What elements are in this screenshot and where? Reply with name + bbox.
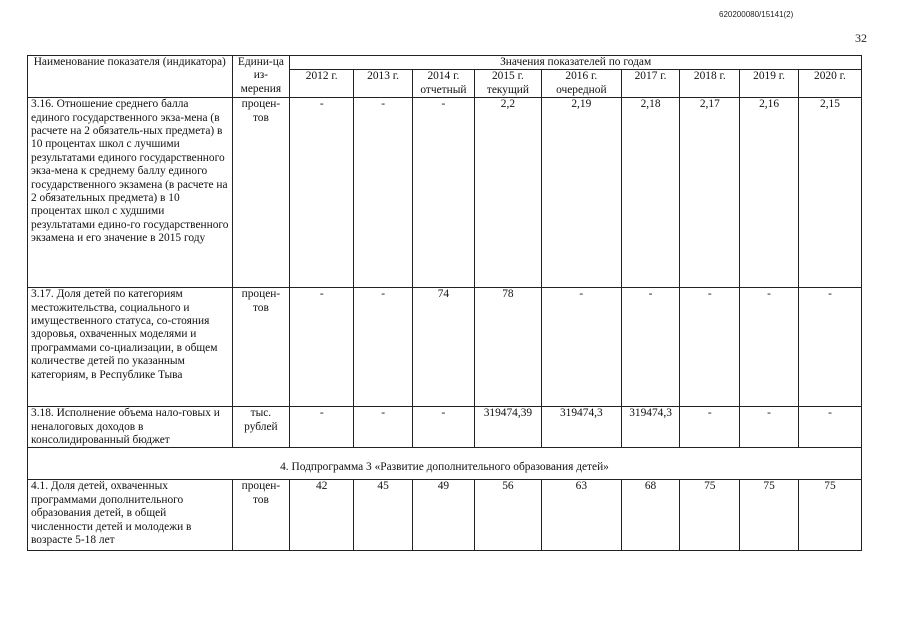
header-unit: Едини-ца из-мерения	[232, 56, 290, 98]
header-year	[740, 70, 799, 98]
year-label: 2015 г.	[491, 70, 524, 83]
header-year	[354, 70, 413, 98]
value-cell: 2,18	[621, 98, 680, 288]
value-cell: 319474,3	[541, 407, 621, 448]
year-label: 2018 г.	[693, 70, 726, 83]
header-year	[621, 70, 680, 98]
indicator-name: 3.17. Доля детей по категориям местожительства, социального и имущественного статуса, со-стояния здоровья, охваченных моделями и программами со-циализации, в общем количестве детей по указанным категориям, в Республике Тыва	[28, 288, 233, 407]
value-cell: 2,16	[740, 98, 799, 288]
header-row-1	[28, 56, 862, 70]
year-note: очередной	[556, 83, 607, 96]
value-cell: 75	[798, 480, 861, 551]
indicator-unit: процен-тов	[232, 288, 290, 407]
value-cell: 56	[474, 480, 541, 551]
document-id: 620200080/15141(2)	[719, 10, 794, 19]
value-cell: 45	[354, 480, 413, 551]
value-cell: -	[798, 407, 861, 448]
section-row	[28, 448, 862, 480]
header-year	[541, 70, 621, 98]
table-row	[28, 288, 862, 407]
table-row	[28, 480, 862, 551]
indicator-unit: тыс. рублей	[232, 407, 290, 448]
value-cell: 42	[290, 480, 354, 551]
header-year	[474, 70, 541, 98]
value-cell: -	[798, 288, 861, 407]
value-cell: -	[740, 407, 799, 448]
year-label: 2014 г.	[427, 70, 460, 83]
indicator-name: 4.1. Доля детей, охваченных программами дополнительного образования детей, в общей численности детей и молодежи в возрасте 5-18 лет	[28, 480, 233, 551]
value-cell: -	[680, 288, 740, 407]
header-year	[412, 70, 474, 98]
header-values-title: Значения показателей по годам	[290, 56, 862, 70]
value-cell: 68	[621, 480, 680, 551]
value-cell: 319474,39	[474, 407, 541, 448]
value-cell: -	[290, 288, 354, 407]
value-cell: -	[354, 98, 413, 288]
year-note: текущий	[486, 83, 529, 96]
indicator-unit: процен-тов	[232, 480, 290, 551]
value-cell: -	[412, 407, 474, 448]
value-cell: -	[541, 288, 621, 407]
header-year	[798, 70, 861, 98]
value-cell: 2,2	[474, 98, 541, 288]
year-label: 2012 г.	[305, 70, 338, 83]
value-cell: -	[354, 288, 413, 407]
header-year	[290, 70, 354, 98]
value-cell: -	[621, 288, 680, 407]
value-cell: -	[740, 288, 799, 407]
year-label: 2019 г.	[753, 70, 785, 83]
page-number: 32	[855, 31, 867, 45]
value-cell: 78	[474, 288, 541, 407]
table-row	[28, 98, 862, 288]
value-cell: 319474,3	[621, 407, 680, 448]
value-cell: 75	[740, 480, 799, 551]
year-note: отчетный	[420, 83, 467, 96]
indicator-unit: процен-тов	[232, 98, 290, 288]
value-cell: 2,19	[541, 98, 621, 288]
value-cell: 74	[412, 288, 474, 407]
value-cell: 2,17	[680, 98, 740, 288]
table-row	[28, 407, 862, 448]
year-label: 2013 г.	[367, 70, 400, 83]
section-title: 4. Подпрограмма 3 «Развитие дополнительного образования детей»	[28, 448, 862, 480]
value-cell: 49	[412, 480, 474, 551]
value-cell: -	[290, 98, 354, 288]
year-label: 2020 г.	[814, 70, 846, 83]
indicator-name: 3.18. Исполнение объема нало-говых и неналоговых доходов в консолидированный бюджет	[28, 407, 233, 448]
header-name: Наименование показателя (индикатора)	[28, 56, 233, 98]
value-cell: -	[290, 407, 354, 448]
value-cell: 2,15	[798, 98, 861, 288]
year-label: 2017 г.	[634, 70, 667, 83]
header-year	[680, 70, 740, 98]
value-cell: -	[680, 407, 740, 448]
value-cell: 63	[541, 480, 621, 551]
value-cell: -	[354, 407, 413, 448]
value-cell: -	[412, 98, 474, 288]
indicators-table	[27, 55, 862, 551]
value-cell: 75	[680, 480, 740, 551]
indicator-name: 3.16. Отношение среднего балла единого государственного экза-мена (в расчете на 2 обязатель-ных предмета) в 10 процентах школ с лучшими результатами единого государственного экза-мена к среднему баллу единого государственного экзамена (в расчете на 2 обязательных предмета) в 10 процентах школ с худшими результатами едино-го государственного экзамена и его значение в 2015 году	[28, 98, 233, 288]
year-label: 2016 г.	[565, 70, 598, 83]
